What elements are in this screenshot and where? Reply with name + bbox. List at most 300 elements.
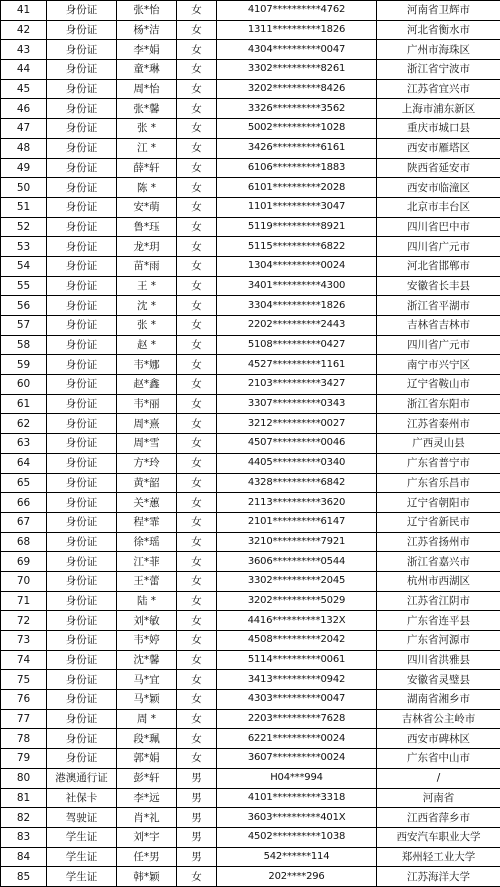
document-type-cell: 身份证 <box>47 670 117 690</box>
document-type-cell: 身份证 <box>47 414 117 434</box>
holder-name-cell: 方*玲 <box>117 453 177 473</box>
document-type-cell: 身份证 <box>47 434 117 454</box>
document-number-cell: 5114**********0061 <box>217 650 377 670</box>
document-type-cell: 学生证 <box>47 867 117 887</box>
row-number-cell: 45 <box>1 79 47 99</box>
holder-name-cell: 陈 * <box>117 178 177 198</box>
origin-location-cell: 安徽省长丰县 <box>377 276 500 296</box>
gender-cell: 女 <box>177 414 217 434</box>
origin-location-cell: 江苏省江阴市 <box>377 591 500 611</box>
document-type-cell: 学生证 <box>47 847 117 867</box>
row-number-cell: 44 <box>1 60 47 80</box>
document-type-cell: 身份证 <box>47 473 117 493</box>
table-row <box>1 493 500 513</box>
holder-name-cell: 马*颖 <box>117 690 177 710</box>
document-number-cell: 1101**********3047 <box>217 197 377 217</box>
gender-cell: 女 <box>177 355 217 375</box>
gender-cell: 女 <box>177 473 217 493</box>
document-number-cell: 3603**********401X <box>217 808 377 828</box>
row-number-cell: 69 <box>1 552 47 572</box>
holder-name-cell: 安*萌 <box>117 197 177 217</box>
document-type-cell: 身份证 <box>47 138 117 158</box>
gender-cell: 女 <box>177 709 217 729</box>
table-row <box>1 197 500 217</box>
table-row <box>1 316 500 336</box>
table-row <box>1 768 500 788</box>
origin-location-cell: 西安市雁塔区 <box>377 138 500 158</box>
origin-location-cell: 吉林省吉林市 <box>377 316 500 336</box>
gender-cell: 女 <box>177 650 217 670</box>
origin-location-cell: 河北省衡水市 <box>377 20 500 40</box>
origin-location-cell: 广东省连平县 <box>377 611 500 631</box>
holder-name-cell: 童*琳 <box>117 60 177 80</box>
document-type-cell: 身份证 <box>47 158 117 178</box>
document-type-cell: 身份证 <box>47 197 117 217</box>
document-type-cell: 身份证 <box>47 217 117 237</box>
gender-cell: 男 <box>177 827 217 847</box>
row-number-cell: 75 <box>1 670 47 690</box>
table-row <box>1 808 500 828</box>
holder-name-cell: 任*男 <box>117 847 177 867</box>
document-type-cell: 身份证 <box>47 512 117 532</box>
gender-cell: 女 <box>177 434 217 454</box>
holder-name-cell: 韦*娜 <box>117 355 177 375</box>
gender-cell: 男 <box>177 788 217 808</box>
row-number-cell: 60 <box>1 375 47 395</box>
document-number-cell: 4101**********3318 <box>217 788 377 808</box>
gender-cell: 女 <box>177 217 217 237</box>
holder-name-cell: 周*怡 <box>117 79 177 99</box>
table-row <box>1 453 500 473</box>
document-type-cell: 身份证 <box>47 316 117 336</box>
origin-location-cell: 重庆市城口县 <box>377 119 500 139</box>
document-number-cell: 1311**********1826 <box>217 20 377 40</box>
gender-cell: 女 <box>177 138 217 158</box>
document-type-cell: 身份证 <box>47 571 117 591</box>
origin-location-cell: 广东省乐昌市 <box>377 473 500 493</box>
holder-name-cell: 关*蕙 <box>117 493 177 513</box>
table-row <box>1 788 500 808</box>
document-type-cell: 身份证 <box>47 453 117 473</box>
row-number-cell: 83 <box>1 827 47 847</box>
origin-location-cell: 河南省 <box>377 788 500 808</box>
table-row <box>1 434 500 454</box>
document-number-cell: 3307**********0343 <box>217 394 377 414</box>
document-number-cell: 2113**********3620 <box>217 493 377 513</box>
table-row <box>1 571 500 591</box>
table-row <box>1 79 500 99</box>
origin-location-cell: 广东省中山市 <box>377 749 500 769</box>
document-type-cell: 身份证 <box>47 591 117 611</box>
holder-name-cell: 郭*娟 <box>117 749 177 769</box>
row-number-cell: 71 <box>1 591 47 611</box>
gender-cell: 女 <box>177 256 217 276</box>
row-number-cell: 74 <box>1 650 47 670</box>
holder-name-cell: 张 * <box>117 316 177 336</box>
document-type-cell: 身份证 <box>47 40 117 60</box>
document-number-cell: 3426**********6161 <box>217 138 377 158</box>
table-row <box>1 690 500 710</box>
document-number-cell: 3606**********0544 <box>217 552 377 572</box>
gender-cell: 女 <box>177 591 217 611</box>
origin-location-cell: 南宁市兴宁区 <box>377 355 500 375</box>
gender-cell: 女 <box>177 178 217 198</box>
table-row <box>1 631 500 651</box>
document-number-cell: 4527**********1161 <box>217 355 377 375</box>
gender-cell: 女 <box>177 375 217 395</box>
origin-location-cell: / <box>377 768 500 788</box>
table-row <box>1 847 500 867</box>
gender-cell: 女 <box>177 237 217 257</box>
origin-location-cell: 四川省广元市 <box>377 237 500 257</box>
document-type-cell: 身份证 <box>47 709 117 729</box>
document-number-cell: 2103**********3427 <box>217 375 377 395</box>
document-type-cell: 身份证 <box>47 237 117 257</box>
origin-location-cell: 河南省卫辉市 <box>377 1 500 21</box>
gender-cell: 女 <box>177 493 217 513</box>
holder-name-cell: 沈 * <box>117 296 177 316</box>
holder-name-cell: 肖*礼 <box>117 808 177 828</box>
table-row <box>1 532 500 552</box>
origin-location-cell: 广西灵山县 <box>377 434 500 454</box>
document-number-cell: 5115**********6822 <box>217 237 377 257</box>
document-number-cell: 3302**********8261 <box>217 60 377 80</box>
origin-location-cell: 四川省巴中市 <box>377 217 500 237</box>
table-row <box>1 237 500 257</box>
row-number-cell: 84 <box>1 847 47 867</box>
origin-location-cell: 郑州轻工业大学 <box>377 847 500 867</box>
row-number-cell: 57 <box>1 316 47 336</box>
document-number-cell: 6221**********0024 <box>217 729 377 749</box>
document-number-cell: 3202**********8426 <box>217 79 377 99</box>
holder-name-cell: 韩*颖 <box>117 867 177 887</box>
holder-name-cell: 黄*韶 <box>117 473 177 493</box>
row-number-cell: 78 <box>1 729 47 749</box>
document-type-cell: 身份证 <box>47 296 117 316</box>
document-number-cell: 4328**********6842 <box>217 473 377 493</box>
table-row <box>1 99 500 119</box>
table-row <box>1 394 500 414</box>
table-row <box>1 1 500 21</box>
row-number-cell: 54 <box>1 256 47 276</box>
table-row <box>1 20 500 40</box>
origin-location-cell: 四川省广元市 <box>377 335 500 355</box>
document-type-cell: 身份证 <box>47 394 117 414</box>
holder-name-cell: 彭*轩 <box>117 768 177 788</box>
document-number-cell: 3413**********0942 <box>217 670 377 690</box>
table-row <box>1 827 500 847</box>
gender-cell: 女 <box>177 316 217 336</box>
row-number-cell: 77 <box>1 709 47 729</box>
holder-name-cell: 张*馨 <box>117 99 177 119</box>
gender-cell: 女 <box>177 158 217 178</box>
table-row <box>1 473 500 493</box>
table-row <box>1 512 500 532</box>
origin-location-cell: 江苏海洋大学 <box>377 867 500 887</box>
holder-name-cell: 周 * <box>117 709 177 729</box>
table-row <box>1 40 500 60</box>
table-row <box>1 591 500 611</box>
document-type-cell: 身份证 <box>47 650 117 670</box>
gender-cell: 女 <box>177 40 217 60</box>
gender-cell: 女 <box>177 631 217 651</box>
document-number-cell: 4405**********0340 <box>217 453 377 473</box>
holder-name-cell: 刘*敏 <box>117 611 177 631</box>
row-number-cell: 82 <box>1 808 47 828</box>
document-number-cell: 3210**********7921 <box>217 532 377 552</box>
origin-location-cell: 西安市临潼区 <box>377 178 500 198</box>
row-number-cell: 55 <box>1 276 47 296</box>
document-number-cell: 5119**********8921 <box>217 217 377 237</box>
document-number-cell: 3302**********2045 <box>217 571 377 591</box>
row-number-cell: 59 <box>1 355 47 375</box>
holder-name-cell: 刘*宇 <box>117 827 177 847</box>
document-number-cell: 4507**********0046 <box>217 434 377 454</box>
table-row <box>1 119 500 139</box>
row-number-cell: 50 <box>1 178 47 198</box>
origin-location-cell: 浙江省嘉兴市 <box>377 552 500 572</box>
holder-name-cell: 段*珮 <box>117 729 177 749</box>
table-row <box>1 611 500 631</box>
row-number-cell: 80 <box>1 768 47 788</box>
row-number-cell: 68 <box>1 532 47 552</box>
document-type-cell: 身份证 <box>47 631 117 651</box>
origin-location-cell: 浙江省宁波市 <box>377 60 500 80</box>
table-row <box>1 729 500 749</box>
gender-cell: 女 <box>177 335 217 355</box>
holder-name-cell: 杨*洁 <box>117 20 177 40</box>
row-number-cell: 79 <box>1 749 47 769</box>
holder-name-cell: 龙*玥 <box>117 237 177 257</box>
origin-location-cell: 江苏省扬州市 <box>377 532 500 552</box>
document-number-cell: 4107**********4762 <box>217 1 377 21</box>
row-number-cell: 42 <box>1 20 47 40</box>
origin-location-cell: 吉林省公主岭市 <box>377 709 500 729</box>
document-number-cell: 6101**********2028 <box>217 178 377 198</box>
origin-location-cell: 湖南省湘乡市 <box>377 690 500 710</box>
gender-cell: 女 <box>177 749 217 769</box>
document-type-cell: 港澳通行证 <box>47 768 117 788</box>
row-number-cell: 58 <box>1 335 47 355</box>
row-number-cell: 46 <box>1 99 47 119</box>
holder-name-cell: 程*霏 <box>117 512 177 532</box>
origin-location-cell: 陕西省延安市 <box>377 158 500 178</box>
document-number-cell: 3212**********0027 <box>217 414 377 434</box>
document-type-cell: 身份证 <box>47 276 117 296</box>
holder-name-cell: 鲁*珏 <box>117 217 177 237</box>
row-number-cell: 85 <box>1 867 47 887</box>
table-row <box>1 375 500 395</box>
origin-location-cell: 浙江省平湖市 <box>377 296 500 316</box>
gender-cell: 女 <box>177 20 217 40</box>
row-number-cell: 76 <box>1 690 47 710</box>
table-row <box>1 138 500 158</box>
holder-name-cell: 赵*鑫 <box>117 375 177 395</box>
document-number-cell: 542******114 <box>217 847 377 867</box>
document-type-cell: 身份证 <box>47 60 117 80</box>
holder-name-cell: 马*宜 <box>117 670 177 690</box>
document-number-cell: 4304**********0047 <box>217 40 377 60</box>
gender-cell: 女 <box>177 571 217 591</box>
row-number-cell: 67 <box>1 512 47 532</box>
document-type-cell: 身份证 <box>47 119 117 139</box>
gender-cell: 女 <box>177 79 217 99</box>
row-number-cell: 65 <box>1 473 47 493</box>
document-type-cell: 身份证 <box>47 749 117 769</box>
document-type-cell: 身份证 <box>47 611 117 631</box>
holder-name-cell: 苗*雨 <box>117 256 177 276</box>
document-number-cell: 4416**********132X <box>217 611 377 631</box>
document-number-cell: 3304**********1826 <box>217 296 377 316</box>
document-type-cell: 身份证 <box>47 99 117 119</box>
holder-name-cell: 江 * <box>117 138 177 158</box>
table-row <box>1 552 500 572</box>
document-type-cell: 驾驶证 <box>47 808 117 828</box>
document-number-cell: 2202**********2443 <box>217 316 377 336</box>
table-row <box>1 158 500 178</box>
holder-name-cell: 王*蕾 <box>117 571 177 591</box>
roster-body <box>1 1 500 887</box>
table-row <box>1 709 500 729</box>
table-row <box>1 256 500 276</box>
gender-cell: 女 <box>177 276 217 296</box>
gender-cell: 女 <box>177 394 217 414</box>
table-row <box>1 296 500 316</box>
document-number-cell: 2203**********7628 <box>217 709 377 729</box>
table-row <box>1 276 500 296</box>
row-number-cell: 56 <box>1 296 47 316</box>
origin-location-cell: 江苏省泰州市 <box>377 414 500 434</box>
row-number-cell: 73 <box>1 631 47 651</box>
document-number-cell: 3607**********0024 <box>217 749 377 769</box>
document-type-cell: 身份证 <box>47 729 117 749</box>
document-number-cell: 1304**********0024 <box>217 256 377 276</box>
document-number-cell: 6106**********1883 <box>217 158 377 178</box>
document-number-cell: H04***994 <box>217 768 377 788</box>
holder-name-cell: 韦*丽 <box>117 394 177 414</box>
table-row <box>1 670 500 690</box>
document-number-cell: 5108**********0427 <box>217 335 377 355</box>
gender-cell: 女 <box>177 729 217 749</box>
row-number-cell: 61 <box>1 394 47 414</box>
holder-name-cell: 周*雪 <box>117 434 177 454</box>
holder-name-cell: 李*远 <box>117 788 177 808</box>
document-number-cell: 2101**********6147 <box>217 512 377 532</box>
document-type-cell: 身份证 <box>47 1 117 21</box>
gender-cell: 女 <box>177 690 217 710</box>
origin-location-cell: 辽宁省鞍山市 <box>377 375 500 395</box>
table-row <box>1 335 500 355</box>
origin-location-cell: 河北省邯郸市 <box>377 256 500 276</box>
gender-cell: 女 <box>177 867 217 887</box>
document-type-cell: 身份证 <box>47 335 117 355</box>
holder-name-cell: 张 * <box>117 119 177 139</box>
origin-location-cell: 杭州市西湖区 <box>377 571 500 591</box>
origin-location-cell: 上海市浦东新区 <box>377 99 500 119</box>
origin-location-cell: 北京市丰台区 <box>377 197 500 217</box>
holder-name-cell: 薛*轩 <box>117 158 177 178</box>
document-type-cell: 身份证 <box>47 375 117 395</box>
holder-name-cell: 赵 * <box>117 335 177 355</box>
document-number-cell: 202****296 <box>217 867 377 887</box>
gender-cell: 女 <box>177 296 217 316</box>
table-row <box>1 60 500 80</box>
gender-cell: 女 <box>177 670 217 690</box>
gender-cell: 女 <box>177 512 217 532</box>
row-number-cell: 81 <box>1 788 47 808</box>
holder-name-cell: 王 * <box>117 276 177 296</box>
document-type-cell: 身份证 <box>47 355 117 375</box>
gender-cell: 男 <box>177 808 217 828</box>
gender-cell: 女 <box>177 119 217 139</box>
table-row <box>1 749 500 769</box>
origin-location-cell: 西安汽车职业大学 <box>377 827 500 847</box>
document-type-cell: 身份证 <box>47 20 117 40</box>
origin-location-cell: 江苏省宜兴市 <box>377 79 500 99</box>
table-row <box>1 414 500 434</box>
gender-cell: 男 <box>177 768 217 788</box>
gender-cell: 女 <box>177 60 217 80</box>
gender-cell: 女 <box>177 552 217 572</box>
document-number-cell: 4502**********1038 <box>217 827 377 847</box>
row-number-cell: 70 <box>1 571 47 591</box>
document-type-cell: 社保卡 <box>47 788 117 808</box>
row-number-cell: 72 <box>1 611 47 631</box>
document-number-cell: 3326**********3562 <box>217 99 377 119</box>
row-number-cell: 62 <box>1 414 47 434</box>
row-number-cell: 43 <box>1 40 47 60</box>
holder-name-cell: 江*菲 <box>117 552 177 572</box>
document-type-cell: 身份证 <box>47 532 117 552</box>
row-number-cell: 66 <box>1 493 47 513</box>
gender-cell: 女 <box>177 532 217 552</box>
origin-location-cell: 广东省普宁市 <box>377 453 500 473</box>
origin-location-cell: 西安市碑林区 <box>377 729 500 749</box>
document-type-cell: 身份证 <box>47 552 117 572</box>
table-row <box>1 217 500 237</box>
origin-location-cell: 辽宁省朝阳市 <box>377 493 500 513</box>
origin-location-cell: 广州市海珠区 <box>377 40 500 60</box>
gender-cell: 男 <box>177 847 217 867</box>
row-number-cell: 51 <box>1 197 47 217</box>
row-number-cell: 41 <box>1 1 47 21</box>
gender-cell: 女 <box>177 197 217 217</box>
document-type-cell: 身份证 <box>47 690 117 710</box>
table-row <box>1 867 500 887</box>
gender-cell: 女 <box>177 99 217 119</box>
gender-cell: 女 <box>177 453 217 473</box>
table-row <box>1 650 500 670</box>
document-number-cell: 5002**********1028 <box>217 119 377 139</box>
document-type-cell: 身份证 <box>47 178 117 198</box>
holder-name-cell: 李*娟 <box>117 40 177 60</box>
document-number-cell: 3401**********4300 <box>217 276 377 296</box>
holder-name-cell: 沈*馨 <box>117 650 177 670</box>
row-number-cell: 47 <box>1 119 47 139</box>
row-number-cell: 53 <box>1 237 47 257</box>
document-type-cell: 学生证 <box>47 827 117 847</box>
origin-location-cell: 辽宁省新民市 <box>377 512 500 532</box>
row-number-cell: 48 <box>1 138 47 158</box>
holder-name-cell: 韦*婷 <box>117 631 177 651</box>
holder-name-cell: 张*怡 <box>117 1 177 21</box>
document-type-cell: 身份证 <box>47 493 117 513</box>
table-row <box>1 355 500 375</box>
origin-location-cell: 浙江省东阳市 <box>377 394 500 414</box>
gender-cell: 女 <box>177 611 217 631</box>
document-number-cell: 4508**********2042 <box>217 631 377 651</box>
row-number-cell: 64 <box>1 453 47 473</box>
